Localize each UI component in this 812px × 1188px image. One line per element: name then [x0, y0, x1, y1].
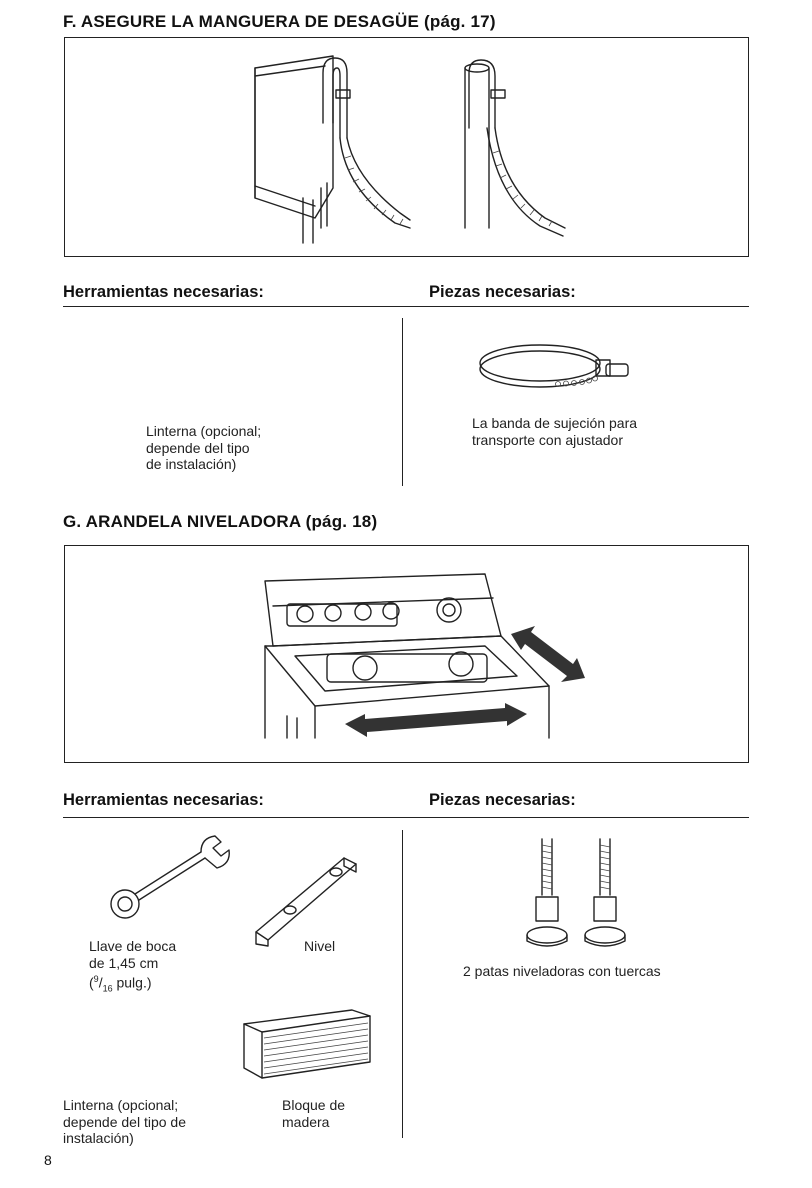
section-g-feet-caption: 2 patas niveladoras con tuercas: [463, 963, 661, 979]
drain-hose-illustration: [65, 38, 750, 258]
section-g-heading-rule: [63, 817, 749, 818]
section-g-column-divider: [402, 830, 403, 1138]
section-g-flashlight-caption: Linterna (opcional; depende del tipo de instalación): [63, 1097, 186, 1146]
washer-leveling-illustration: [65, 546, 750, 764]
section-f-column-divider: [402, 318, 403, 486]
section-f-heading-rule: [63, 306, 749, 307]
level-icon: [252, 852, 362, 947]
wood-block-icon: [240, 1006, 375, 1081]
shipping-strap-illustration: [478, 338, 648, 398]
drain-hose-illustration-frame: [64, 37, 749, 257]
section-g-block-caption: Bloque de madera: [282, 1097, 346, 1130]
section-g-tools-heading: Herramientas necesarias:: [63, 791, 264, 809]
wrench-icon: [105, 832, 235, 922]
leveling-foot-right: [585, 839, 625, 946]
section-f-flashlight-caption: Linterna (opcional; depende del tipo de instalación): [146, 423, 262, 472]
section-f-tools-heading: Herramientas necesarias:: [63, 283, 264, 301]
leveling-illustration-frame: [64, 545, 749, 763]
section-f-title: F. ASEGURE LA MANGUERA DE DESAGÜE (pág. 17): [63, 12, 496, 31]
section-f-strap-caption: La banda de sujeción para transporte con ajustador: [472, 415, 638, 448]
section-g-parts-heading: Piezas necesarias:: [429, 791, 576, 809]
leveling-feet-icon: [520, 835, 640, 950]
section-g-level-caption: Nivel: [304, 938, 336, 954]
leveling-foot-left: [527, 839, 567, 946]
section-g-wrench-caption: Llave de boca de 1,45 cm ($^9/_{16}$ pulg.): [89, 938, 177, 994]
section-g-title: G. ARANDELA NIVELADORA (pág. 18): [63, 512, 378, 531]
page-number: 8: [44, 1152, 52, 1168]
section-f-parts-heading: Piezas necesarias:: [429, 283, 576, 301]
